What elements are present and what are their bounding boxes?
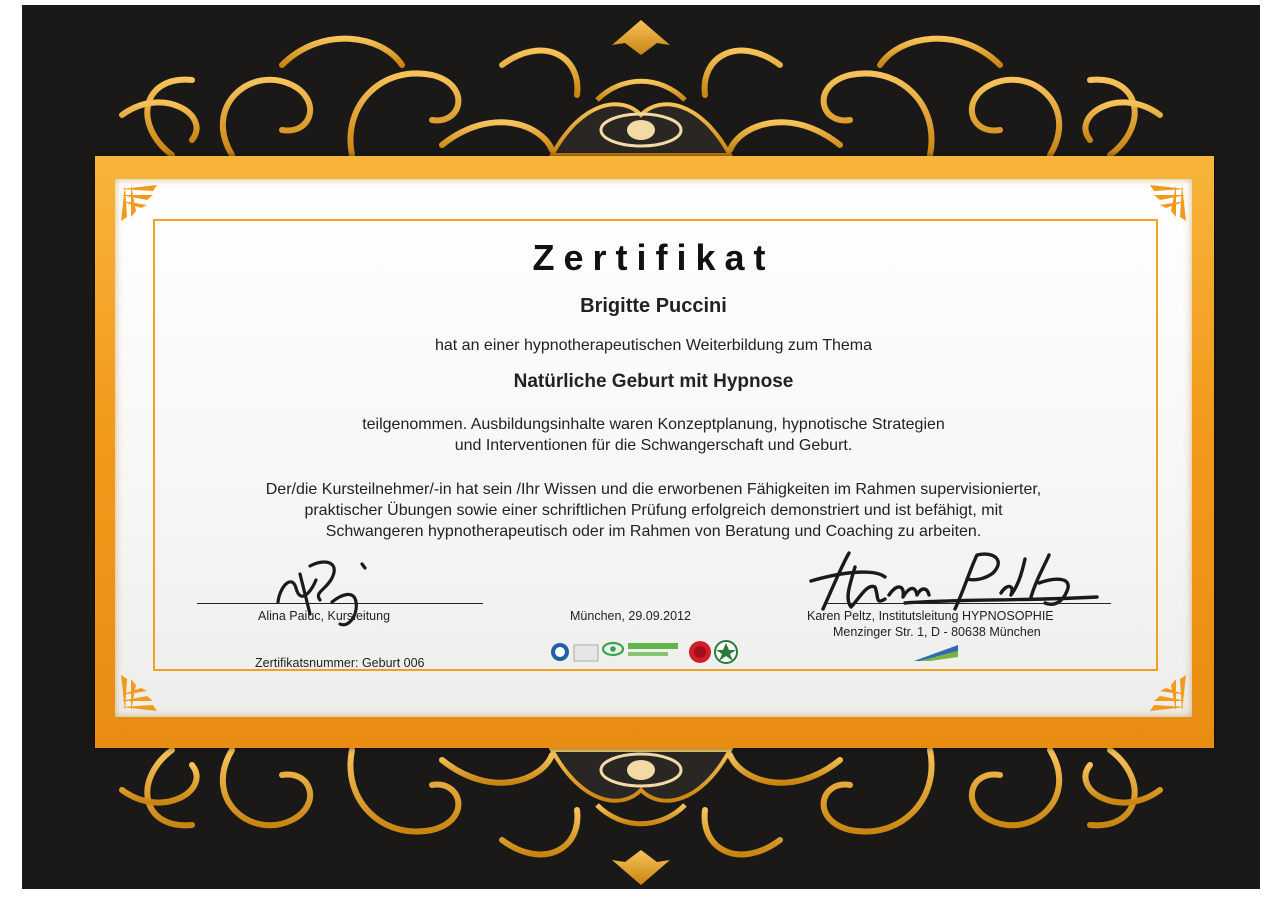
certificate-panel — [115, 179, 1192, 717]
intro-line: hat an einer hypnotherapeutischen Weiterbildung zum Thema — [434, 337, 872, 354]
right-signature-image — [805, 547, 1105, 617]
association-logos — [550, 637, 750, 667]
place-date: München, 29.09.2012 — [570, 609, 691, 623]
certificate-sheet — [22, 5, 1260, 889]
left-signatory: Alina Paiuc, Kursleitung — [258, 609, 391, 623]
left-signature-line — [197, 603, 483, 604]
hypnosophie-logo-mark — [910, 643, 962, 663]
certificate-text — [115, 179, 1192, 717]
certificate-number: Zertifikatsnummer: Geburt 006 — [255, 656, 425, 670]
right-signatory: Karen Peltz, Institutsleitung HYPNOSOPHIE — [807, 609, 1054, 623]
content-line: teilgenommen. Ausbildungsinhalte waren Konzeptplanung, hypnotische Strategien — [362, 416, 945, 433]
right-signature-line — [825, 603, 1111, 604]
certificate-title: Zertifikat — [532, 237, 775, 278]
content-line: und Interventionen für die Schwangerschaft und Geburt. — [454, 437, 853, 454]
content-paragraph — [115, 414, 1192, 456]
course-topic: Natürliche Geburt mit Hypnose — [513, 371, 794, 392]
qualification-line: Der/die Kursteilnehmer/-in hat sein /Ihr Wissen und die erworbenen Fähigkeiten im Rahmen supervisionierter, — [265, 481, 1042, 498]
qualification-paragraph — [115, 479, 1192, 542]
recipient-name: Brigitte Puccini — [580, 295, 727, 317]
qualification-line: praktischer Übungen sowie einer schriftlichen Prüfung erfolgreich demonstriert und ist befähigt, mit — [304, 502, 1003, 519]
qualification-line: Schwangeren hypnotherapeutisch oder im Rahmen von Beratung und Coaching zu arbeiten. — [325, 523, 982, 540]
right-address: Menzinger Str. 1, D - 80638 München — [833, 625, 1041, 639]
gold-frame — [95, 156, 1214, 748]
